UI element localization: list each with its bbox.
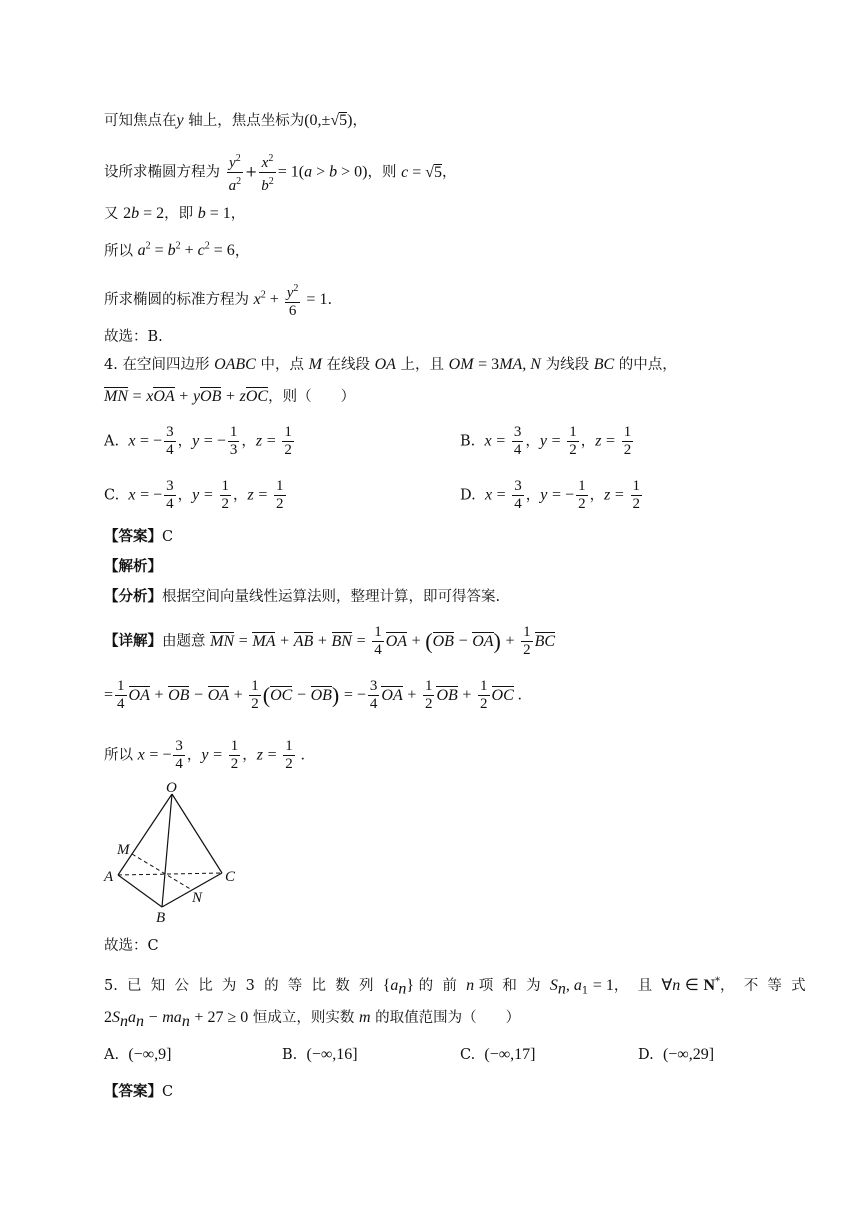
q4-xiangjie-1: 【详解】由题意 MN = MA + AB + BN = $\frac{1}{4}$ OA + (OB − OA) + $\frac{1}{2}$ BC bbox=[104, 624, 556, 658]
label-b: B bbox=[156, 910, 166, 926]
q4-fenxi: 【分析】根据空间向量线性运算法则，整理计算，即可得答案. bbox=[104, 588, 501, 605]
choose-b: 故选：B. bbox=[104, 329, 163, 345]
line-ellipse-eq: 设所求椭圆方程为 $\frac{y^2}{a^2}$ + $\frac{x^2}{b^2}$ = 1(a > b > 0)，则 c = √5， bbox=[104, 150, 457, 195]
q4-stem-2: MN = xOA + yOB + zOC，则（ ） bbox=[104, 388, 356, 405]
q5-stem-1: 5. 已 知 公 比 为 3 的 等 比 数 列 $\{a_n\}$ 的 前 n 项 和 为 $S_n$, $a_1 = 1$， 且 ∀n ∈ N*， 不 等 式 bbox=[104, 976, 806, 998]
q4-answer: 【答案】C bbox=[104, 528, 174, 545]
q4-option-b[interactable]: B. x = $\frac{3}{4}$ ，y = $\frac{1}{2}$ ，z = $\frac{1}{2}$ bbox=[460, 424, 632, 458]
q4-xiangjie-2: = $\frac{1}{4}$ OA + OB − OA + $\frac{1}{2}$ (OC − OB) = − $\frac{3}{4}$ OA + $\frac{1}{2}$ OB + $\frac{1}{2}$ OC . bbox=[104, 678, 522, 712]
label-m: M bbox=[117, 842, 130, 858]
edge-oa bbox=[118, 794, 172, 875]
q4-option-d[interactable]: D. x = $\frac{3}{4}$ ，y = − $\frac{1}{2}$ ，z = $\frac{1}{2}$ bbox=[460, 478, 641, 512]
line-a2: 所以 $a^2 = b^2 + c^2 = 6$， bbox=[104, 241, 250, 260]
q5-answer: 【答案】C bbox=[104, 1083, 174, 1100]
q5-option-b[interactable]: B. (−∞,16] bbox=[282, 1046, 358, 1063]
frac-y2-a2: $\frac{y^2}{a^2}$ bbox=[228, 153, 242, 194]
q4-stem-1: 4. 在空间四边形 OABC 中，点 M 在线段 OA 上，且 OM = 3MA, N 为线段 BC 的中点， bbox=[104, 356, 677, 373]
edge-ac-dashed bbox=[118, 873, 222, 875]
q4-option-a[interactable]: A. x = − $\frac{3}{4}$ ，y = − $\frac{1}{3}$ ，z = $\frac{1}{2}$ bbox=[104, 424, 292, 458]
label-n: N bbox=[192, 890, 203, 906]
frac-x2-b2: $\frac{x^2}{b^2}$ bbox=[261, 153, 274, 194]
label-o: O bbox=[166, 780, 177, 796]
edge-ob bbox=[162, 794, 172, 907]
line-b: 又 2b = 2，即 b = 1， bbox=[104, 205, 246, 222]
q4-result: 所以 x = − $\frac{3}{4}$ ，y = $\frac{1}{2}$ ，z = $\frac{1}{2}$ . bbox=[104, 738, 305, 772]
q4-analysis-tag: 【解析】 bbox=[104, 558, 162, 575]
segment-mn-dashed bbox=[132, 854, 192, 890]
tetrahedron-figure bbox=[100, 776, 250, 926]
label-c: C bbox=[225, 869, 236, 885]
q5-option-a[interactable]: A. (−∞,9] bbox=[104, 1046, 172, 1063]
edge-oc bbox=[172, 794, 222, 873]
var-y: y bbox=[176, 112, 184, 129]
choose-c: 故选：C bbox=[104, 938, 159, 954]
q5-stem-2: $2S_na_n - ma_n + 27 \ge 0$ 恒成立，则实数 m 的取值范围为（ ） bbox=[104, 1009, 521, 1030]
q4-option-c[interactable]: C. x = − $\frac{3}{4}$ ，y = $\frac{1}{2}$ ，z = $\frac{1}{2}$ bbox=[104, 478, 284, 512]
line-standard-eq: 所求椭圆的标准方程为 $x^2$ + $\frac{y^2}{6}$ = 1. bbox=[104, 280, 332, 320]
line-focus: 可知焦点在y 轴上，焦点坐标为(0,±√5)， bbox=[104, 112, 367, 129]
edge-ab bbox=[118, 875, 162, 907]
label-a: A bbox=[104, 869, 114, 885]
focus-coord: (0,±√5) bbox=[304, 112, 353, 129]
frac-y2-6: $\frac{y^2}{6}$ bbox=[286, 283, 299, 319]
q5-option-c[interactable]: C. (−∞,17] bbox=[460, 1046, 536, 1063]
q5-option-d[interactable]: D. (−∞,29] bbox=[638, 1046, 715, 1063]
